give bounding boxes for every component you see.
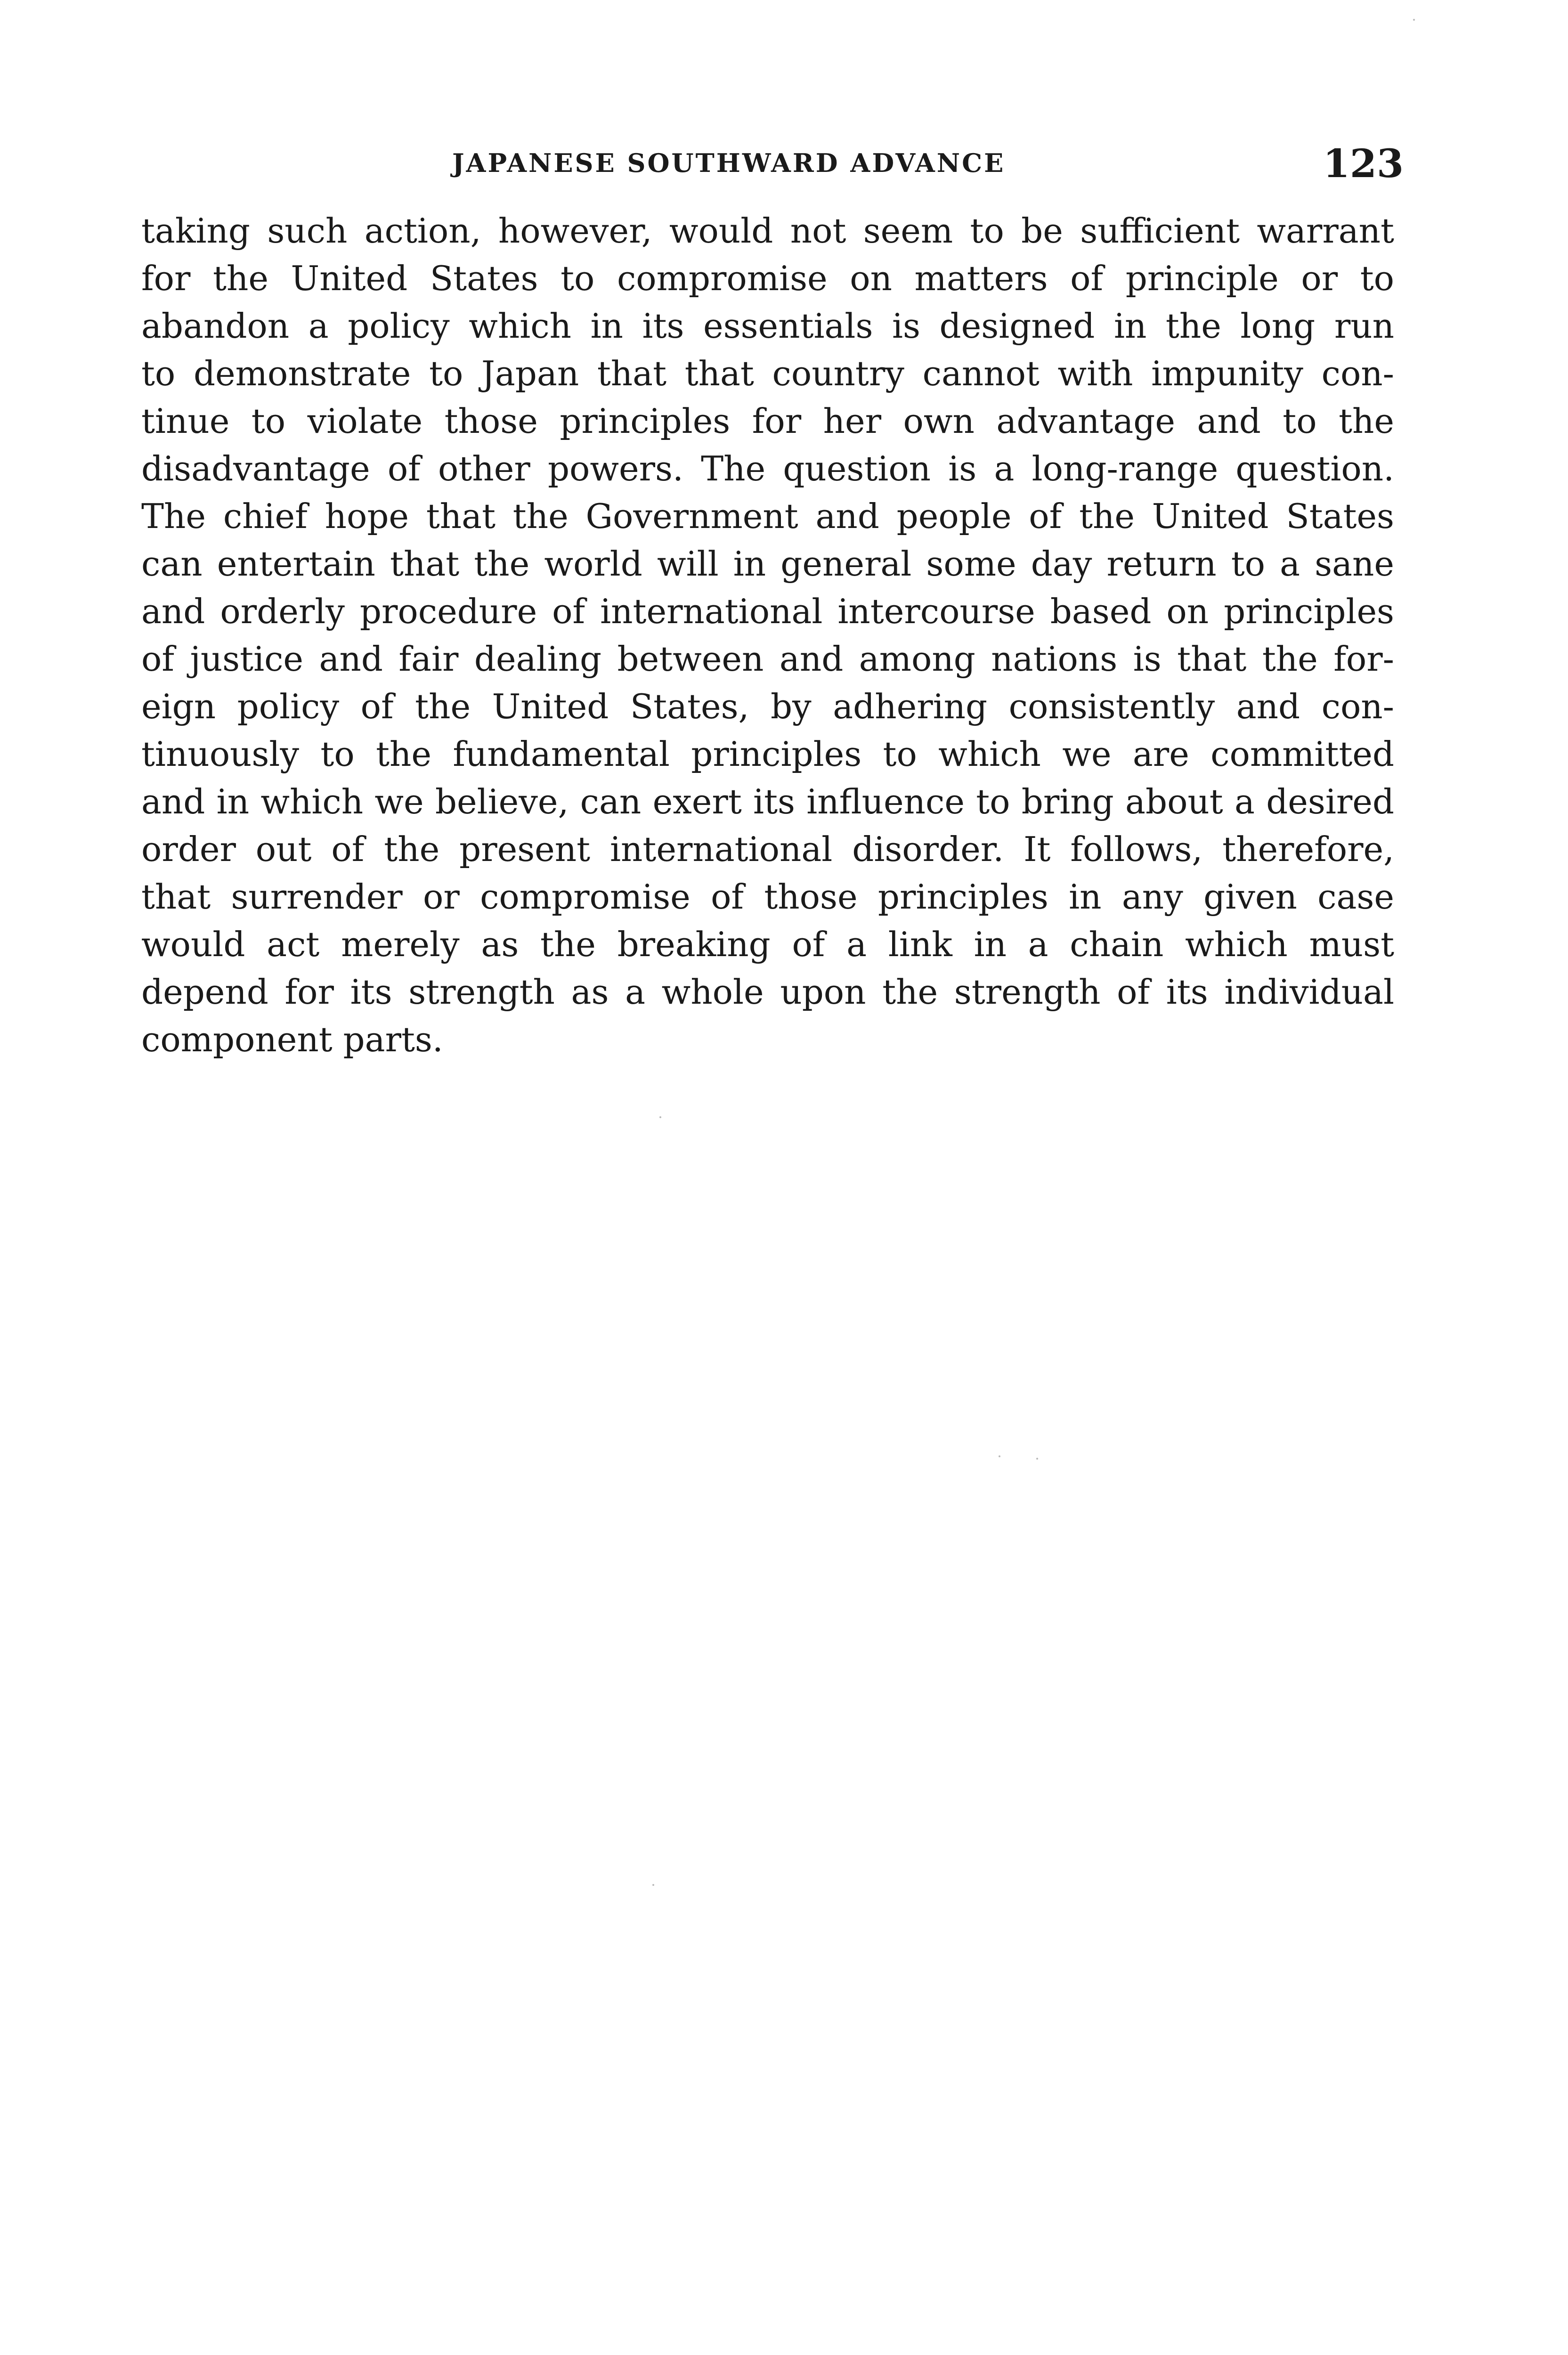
running-head	[141, 141, 1404, 193]
text-line: can entertain that the world will in general some day return to a sane	[141, 544, 1394, 584]
scan-speck	[1413, 19, 1415, 21]
text-line: component parts.	[141, 1020, 443, 1059]
text-line: taking such action, however, would not seem to be sufficient warrant	[141, 211, 1394, 251]
text-line: to demonstrate to Japan that that country cannot with impunity con-	[141, 354, 1394, 393]
text-line: tinuously to the fundamental principles to which we are committed	[141, 734, 1394, 774]
text-line: order out of the present international disorder. It follows, therefore,	[141, 829, 1394, 869]
text-line: for the United States to compromise on matters of principle or to	[141, 259, 1394, 298]
text-line: would act merely as the breaking of a link in a chain which must	[141, 925, 1394, 964]
scan-speck	[652, 1884, 654, 1886]
page-number: 123	[1323, 141, 1404, 187]
text-line: eign policy of the United States, by adhering consistently and con-	[141, 687, 1394, 726]
text-line: and orderly procedure of international intercourse based on principles	[141, 592, 1394, 631]
text-line: abandon a policy which in its essentials is designed in the long run	[141, 306, 1394, 346]
text-line: The chief hope that the Government and people of the United States	[141, 496, 1394, 536]
scan-speck	[999, 1455, 1000, 1457]
text-line: that surrender or compromise of those principles in any given case	[141, 877, 1394, 917]
scan-speck	[659, 1116, 661, 1118]
text-line: depend for its strength as a whole upon the strength of its individual	[141, 972, 1394, 1012]
running-title: JAPANESE SOUTHWARD ADVANCE	[452, 148, 1006, 178]
scan-speck	[1036, 1458, 1038, 1460]
text-line: disadvantage of other powers. The question is a long-range question.	[141, 449, 1394, 488]
text-line: tinue to violate those principles for her own advantage and to the	[141, 401, 1394, 441]
text-line: and in which we believe, can exert its influence to bring about a desired	[141, 782, 1394, 821]
body-paragraph	[141, 207, 1394, 1064]
text-line: of justice and fair dealing between and among nations is that the for-	[141, 639, 1394, 679]
